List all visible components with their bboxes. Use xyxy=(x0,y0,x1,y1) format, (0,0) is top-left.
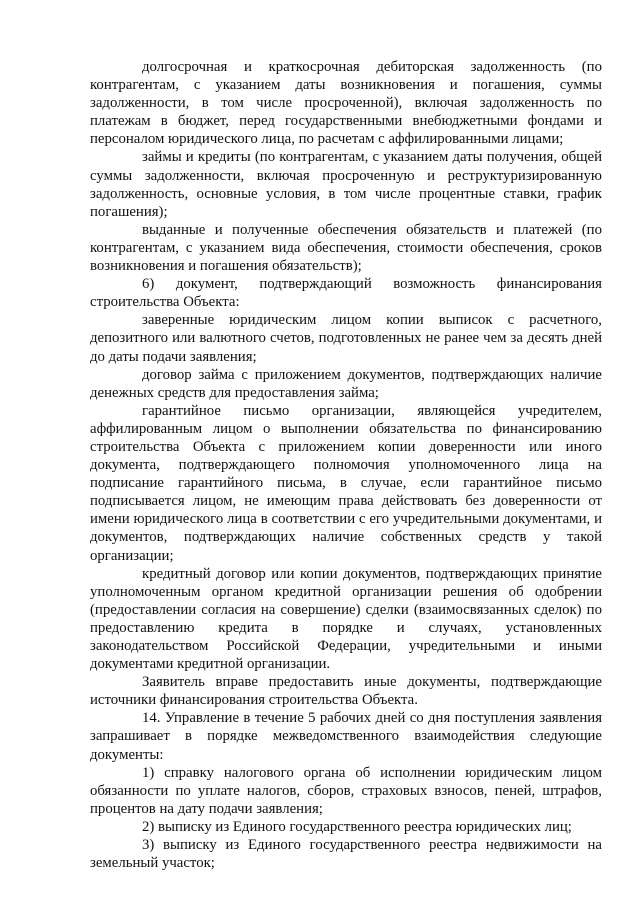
paragraph-other-documents: Заявитель вправе предоставить иные документы, подтверждающие источники финансирования строительства Объекта. xyxy=(90,674,602,709)
paragraph-receivables: долгосрочная и краткосрочная дебиторская задолженность (по контрагентам, с указанием даты возникновения и погашения, суммы задолженности, в том числе просроченной), включая задолженность по платежам в бюджет, перед государственными внебюджетными фондами и персоналом юридического лица, по расчетам с аффилированными лицами; xyxy=(90,59,602,148)
list-item-3: 3) выписку из Единого государственного реестра недвижимости на земельный участок; xyxy=(90,837,602,872)
paragraph-item-14: 14. Управление в течение 5 рабочих дней со дня поступления заявления запрашивает в порядке межведомственного взаимодействия следующие документы: xyxy=(90,710,602,763)
list-item-1: 1) справку налогового органа об исполнении юридическим лицом обязанности по уплате налогов, сборов, страховых взносов, пеней, штрафов, процентов на дату подачи заявления; xyxy=(90,764,602,817)
paragraph-account-statements: заверенные юридическим лицом копии выписок с расчетного, депозитного или валютного счетов, подготовленных не ранее чем за десять дней до даты подачи заявления; xyxy=(90,312,602,365)
paragraph-loans-credits: займы и кредиты (по контрагентам, с указанием даты получения, общей суммы задолженности, включая просроченную и реструктуризированную задолженность, основные условия, в том числе процентные ставки, график погашения); xyxy=(90,149,602,220)
paragraph-guarantees: выданные и полученные обеспечения обязательств и платежей (по контрагентам, с указанием вида обеспечения, стоимости обеспечения, сроков возникновения и погашения обязательств); xyxy=(90,221,602,275)
paragraph-guarantee-letter: гарантийное письмо организации, являющейся учредителем, аффилированным лицом о выполнении обязательства по финансированию строительства Объекта с приложением копии доверенности или иного документа, подтверждающего полномочия уполномоченного лица на подписание гарантийного письма, в случае, если гарантийное письмо подписывается лицом, не имеющим права действовать без доверенности от имени юридического лица в соответствии с его учредительными документами, и документов, подтверждающих наличие собственных средств у такой организации; xyxy=(90,402,602,564)
paragraph-loan-agreement: договор займа с приложением документов, подтверждающих наличие денежных средств для предоставления займа; xyxy=(90,366,602,401)
list-item-2: 2) выписку из Единого государственного реестра юридических лиц; xyxy=(142,818,572,835)
paragraph-credit-agreement: кредитный договор или копии документов, подтверждающих принятие уполномоченным органом кредитной организации решения об одобрении (предоставлении согласия на совершение) сделки (взаимосвязанных сделок) по предоставлению кредита в порядке и случаях, установленных законодательством Российской Федерации, учредительными и иными документами кредитной организации. xyxy=(90,565,602,673)
paragraph-item-6: 6) документ, подтверждающий возможность финансирования строительства Объекта: xyxy=(90,276,602,311)
document-body xyxy=(90,58,602,872)
